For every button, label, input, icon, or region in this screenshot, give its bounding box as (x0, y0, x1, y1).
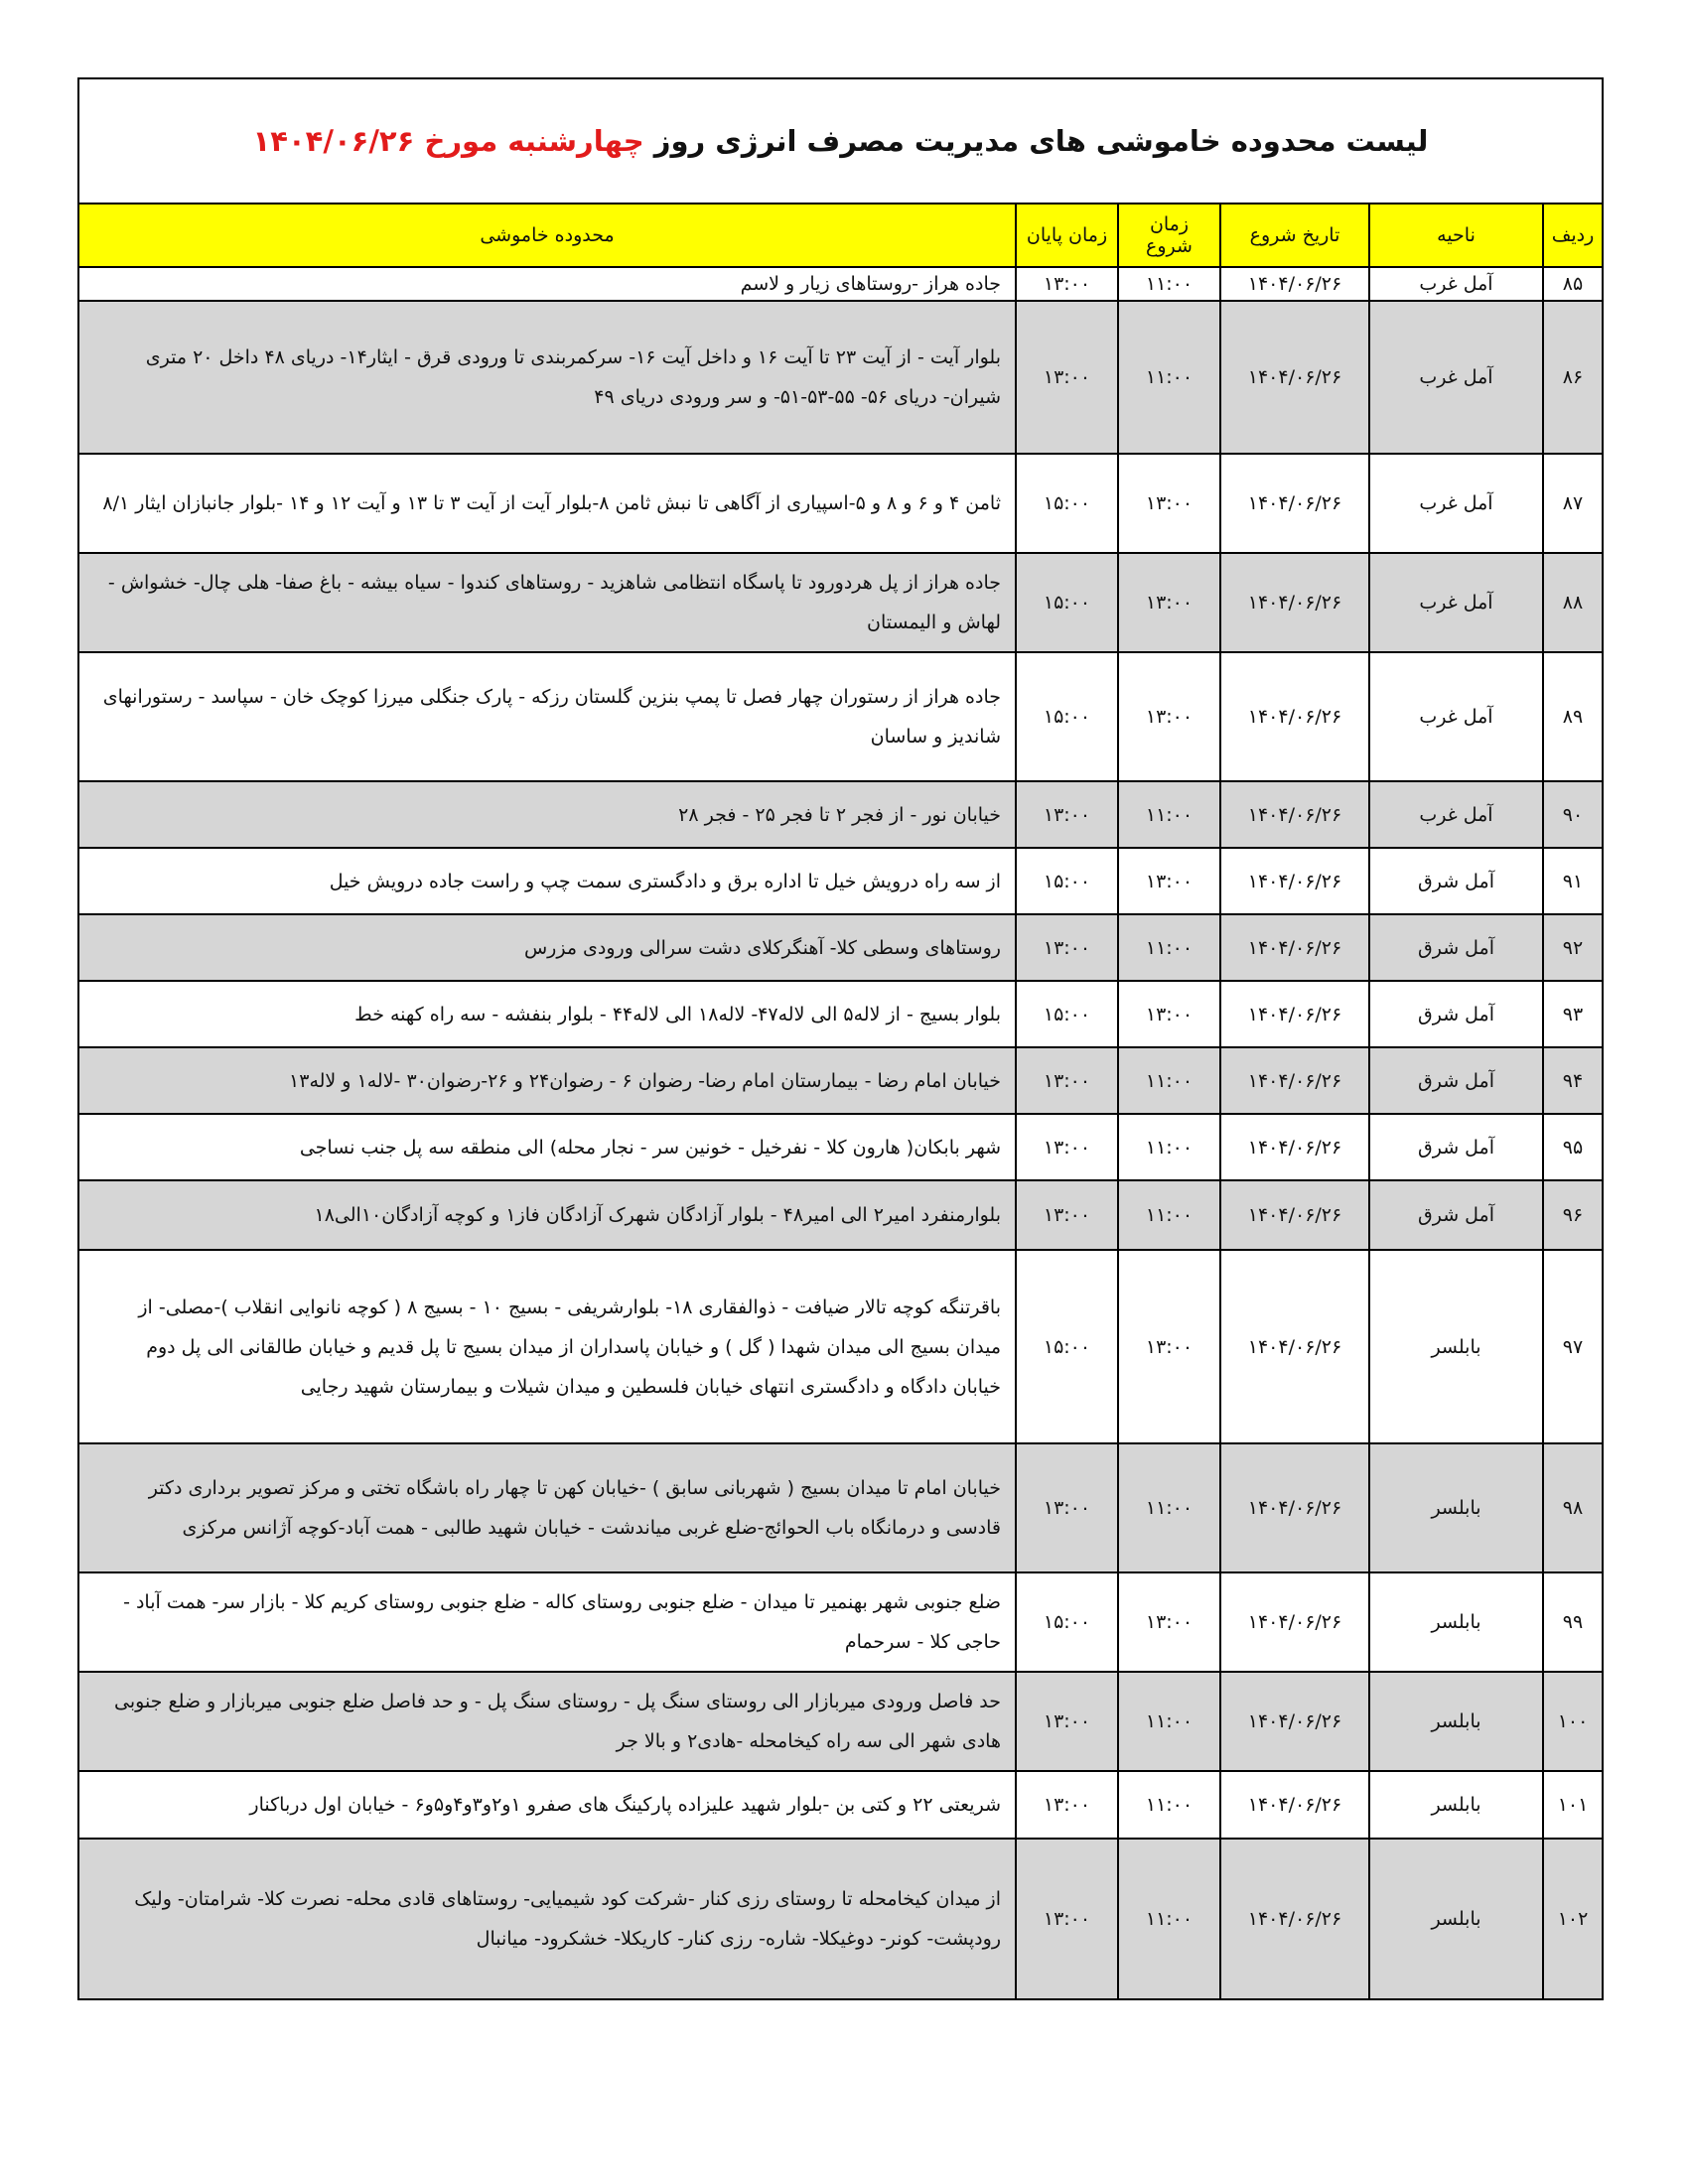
row-start: ۱۱:۰۰ (1118, 1839, 1220, 1999)
row-date: ۱۴۰۴/۰۶/۲۶ (1220, 301, 1369, 454)
row-area: از میدان کیخامحله تا روستای رزی کنار -شرکت کود شیمیایی- روستاهای قادی محله- نصرت کلا- شرامتان- ولیک رودپشت- کونر- دوغیکلا- شاره- رزی کنار- کاریکلا- خشکرود- میانبال (78, 1839, 1016, 1999)
row-end: ۱۳:۰۰ (1016, 1180, 1118, 1250)
outage-table (77, 203, 1604, 2000)
row-start: ۱۳:۰۰ (1118, 1250, 1220, 1443)
row-num: ۱۰۰ (1543, 1672, 1603, 1771)
table-row (78, 454, 1603, 553)
row-num: ۹۴ (1543, 1047, 1603, 1114)
row-date: ۱۴۰۴/۰۶/۲۶ (1220, 454, 1369, 553)
row-end: ۱۳:۰۰ (1016, 1771, 1118, 1839)
row-zone: آمل غرب (1369, 301, 1543, 454)
row-start: ۱۱:۰۰ (1118, 1672, 1220, 1771)
table-row (78, 301, 1603, 454)
row-zone: آمل غرب (1369, 553, 1543, 652)
row-area: بلوار بسیج - از لاله۵ الی لاله۴۷- لاله۱۸ الی لاله۴۴ - بلوار بنفشه - سه راه کهنه خط (78, 981, 1016, 1047)
row-end: ۱۳:۰۰ (1016, 301, 1118, 454)
row-date: ۱۴۰۴/۰۶/۲۶ (1220, 1572, 1369, 1672)
row-zone: آمل شرق (1369, 1047, 1543, 1114)
row-zone: آمل شرق (1369, 848, 1543, 914)
row-date: ۱۴۰۴/۰۶/۲۶ (1220, 848, 1369, 914)
row-zone: بابلسر (1369, 1572, 1543, 1672)
row-end: ۱۳:۰۰ (1016, 1047, 1118, 1114)
row-area: روستاهای وسطی کلا- آهنگرکلای دشت سرالی ورودی مزرس (78, 914, 1016, 981)
row-end: ۱۵:۰۰ (1016, 1250, 1118, 1443)
row-area: خیابان امام تا میدان بسیج ( شهربانی سابق ) -خیابان کهن تا چهار راه باشگاه تختی و مرکز تصویر برداری دکتر قادسی و درمانگاه باب الحوائج-ضلع غربی میاندشت - خیابان شهید طالبی - همت آباد-کوچه آژانس مرکزی (78, 1443, 1016, 1572)
table-row (78, 1572, 1603, 1672)
header-zone: ناحیه (1369, 204, 1543, 267)
row-start: ۱۳:۰۰ (1118, 454, 1220, 553)
row-zone: بابلسر (1369, 1672, 1543, 1771)
row-end: ۱۵:۰۰ (1016, 652, 1118, 781)
row-area: از سه راه درویش خیل تا اداره برق و دادگستری سمت چپ و راست جاده درویش خیل (78, 848, 1016, 914)
row-date: ۱۴۰۴/۰۶/۲۶ (1220, 1443, 1369, 1572)
row-date: ۱۴۰۴/۰۶/۲۶ (1220, 1180, 1369, 1250)
header-num: ردیف (1543, 204, 1603, 267)
row-end: ۱۳:۰۰ (1016, 914, 1118, 981)
row-area: خیابان امام رضا - بیمارستان امام رضا- رضوان ۶ - رضوان۲۴ و ۲۶-رضوان۳۰ -لاله۱ و لاله۱۳ (78, 1047, 1016, 1114)
row-num: ۹۹ (1543, 1572, 1603, 1672)
table-row (78, 914, 1603, 981)
row-num: ۱۰۲ (1543, 1839, 1603, 1999)
row-zone: آمل شرق (1369, 1114, 1543, 1180)
row-date: ۱۴۰۴/۰۶/۲۶ (1220, 652, 1369, 781)
row-num: ۹۷ (1543, 1250, 1603, 1443)
table-row (78, 1047, 1603, 1114)
row-num: ۹۶ (1543, 1180, 1603, 1250)
table-row (78, 553, 1603, 652)
header-date: تاریخ شروع (1220, 204, 1369, 267)
row-area: باقرتنگه کوچه تالار ضیافت - ذوالفقاری ۱۸- بلوارشریفی - بسیج ۱۰ - بسیج ۸ ( کوچه نانوایی انقلاب )-مصلی- از میدان بسیج الی میدان شهدا ( گل ) و خیابان پاسداران از میدان بسیج تا پل قدیم و خیابان طالقانی الی پل دوم خیابان دادگاه و دادگستری انتهای خیابان فلسطین و میدان شیلات و بیمارستان شهید رجایی (78, 1250, 1016, 1443)
row-start: ۱۱:۰۰ (1118, 301, 1220, 454)
row-zone: آمل غرب (1369, 267, 1543, 301)
row-end: ۱۵:۰۰ (1016, 553, 1118, 652)
header-area: محدوده خاموشی (78, 204, 1016, 267)
table-row (78, 1839, 1603, 1999)
row-area: جاده هراز -روستاهای زیار و لاسم (78, 267, 1016, 301)
row-area: بلوار آیت - از آیت ۲۳ تا آیت ۱۶ و داخل آیت ۱۶- سرکمربندی تا ورودی قرق - ایثار۱۴- دریای ۴۸ داخل ۲۰ متری شیران- دریای ۵۶- ۵۵-۵۳-۵۱- و سر ورودی دریای ۴۹ (78, 301, 1016, 454)
row-num: ۹۸ (1543, 1443, 1603, 1572)
row-area: جاده هراز از رستوران چهار فصل تا پمپ بنزین گلستان رزکه - پارک جنگلی میرزا کوچک خان - سپاسد - رستورانهای شاندیز و ساسان (78, 652, 1016, 781)
row-end: ۱۳:۰۰ (1016, 1672, 1118, 1771)
row-zone: بابلسر (1369, 1839, 1543, 1999)
table-row (78, 1180, 1603, 1250)
header-end: زمان پایان (1016, 204, 1118, 267)
row-end: ۱۵:۰۰ (1016, 454, 1118, 553)
row-end: ۱۳:۰۰ (1016, 267, 1118, 301)
table-header-row (78, 204, 1603, 267)
row-date: ۱۴۰۴/۰۶/۲۶ (1220, 267, 1369, 301)
row-zone: آمل شرق (1369, 981, 1543, 1047)
row-area: خیابان نور - از فجر ۲ تا فجر ۲۵ - فجر ۲۸ (78, 781, 1016, 848)
row-end: ۱۵:۰۰ (1016, 981, 1118, 1047)
row-start: ۱۱:۰۰ (1118, 781, 1220, 848)
row-start: ۱۳:۰۰ (1118, 848, 1220, 914)
title-prefix: لیست محدوده خاموشی های مدیریت مصرف انرژی روز (653, 124, 1429, 158)
title-date: چهارشنبه مورخ ۱۴۰۴/۰۶/۲۶ (252, 124, 644, 158)
row-start: ۱۱:۰۰ (1118, 267, 1220, 301)
row-zone: آمل شرق (1369, 1180, 1543, 1250)
outage-sheet (77, 77, 1604, 2000)
row-num: ۱۰۱ (1543, 1771, 1603, 1839)
row-date: ۱۴۰۴/۰۶/۲۶ (1220, 1771, 1369, 1839)
header-start: زمان شروع (1118, 204, 1220, 267)
row-num: ۹۳ (1543, 981, 1603, 1047)
table-row (78, 1114, 1603, 1180)
table-row (78, 848, 1603, 914)
row-num: ۸۷ (1543, 454, 1603, 553)
row-area: حد فاصل ورودی میربازار الی روستای سنگ پل - روستای سنگ پل - و حد فاصل ضلع جنوبی میربازار و ضلع جنوبی هادی شهر الی سه راه کیخامحله -هادی۲ و بالا جر (78, 1672, 1016, 1771)
row-date: ۱۴۰۴/۰۶/۲۶ (1220, 781, 1369, 848)
row-start: ۱۱:۰۰ (1118, 1443, 1220, 1572)
row-end: ۱۵:۰۰ (1016, 848, 1118, 914)
row-num: ۸۹ (1543, 652, 1603, 781)
row-num: ۹۲ (1543, 914, 1603, 981)
table-row (78, 1672, 1603, 1771)
row-zone: بابلسر (1369, 1771, 1543, 1839)
row-area: ثامن ۴ و ۶ و ۸ و ۵-اسپیاری از آگاهی تا نبش ثامن ۸-بلوار آیت از آیت ۳ تا ۱۳ و آیت ۱۲ و ۱۴ -بلوار جانبازان ایثار ۸/۱ (78, 454, 1016, 553)
row-start: ۱۱:۰۰ (1118, 1180, 1220, 1250)
row-num: ۹۵ (1543, 1114, 1603, 1180)
row-start: ۱۳:۰۰ (1118, 652, 1220, 781)
row-area: شهر بابکان( هارون کلا - نفرخیل - خونین سر - نجار محله) الی منطقه سه پل جنب نساجی (78, 1114, 1016, 1180)
row-date: ۱۴۰۴/۰۶/۲۶ (1220, 981, 1369, 1047)
row-start: ۱۳:۰۰ (1118, 981, 1220, 1047)
page-title (253, 124, 1429, 158)
table-row (78, 781, 1603, 848)
table-row (78, 652, 1603, 781)
row-num: ۸۵ (1543, 267, 1603, 301)
row-zone: بابلسر (1369, 1443, 1543, 1572)
row-zone: آمل غرب (1369, 454, 1543, 553)
row-zone: آمل غرب (1369, 781, 1543, 848)
row-area: بلوارمنفرد امیر۲ الی امیر۴۸ - بلوار آزادگان شهرک آزادگان فاز۱ و کوچه آزادگان۱۰الی۱۸ (78, 1180, 1016, 1250)
row-zone: بابلسر (1369, 1250, 1543, 1443)
row-end: ۱۳:۰۰ (1016, 1114, 1118, 1180)
row-start: ۱۱:۰۰ (1118, 914, 1220, 981)
row-end: ۱۳:۰۰ (1016, 1443, 1118, 1572)
row-num: ۸۶ (1543, 301, 1603, 454)
row-num: ۹۱ (1543, 848, 1603, 914)
table-row (78, 981, 1603, 1047)
row-date: ۱۴۰۴/۰۶/۲۶ (1220, 1047, 1369, 1114)
row-zone: آمل غرب (1369, 652, 1543, 781)
row-date: ۱۴۰۴/۰۶/۲۶ (1220, 1672, 1369, 1771)
row-date: ۱۴۰۴/۰۶/۲۶ (1220, 1839, 1369, 1999)
row-start: ۱۱:۰۰ (1118, 1771, 1220, 1839)
row-start: ۱۱:۰۰ (1118, 1047, 1220, 1114)
table-row (78, 267, 1603, 301)
table-row (78, 1443, 1603, 1572)
row-date: ۱۴۰۴/۰۶/۲۶ (1220, 1114, 1369, 1180)
row-date: ۱۴۰۴/۰۶/۲۶ (1220, 1250, 1369, 1443)
row-start: ۱۳:۰۰ (1118, 553, 1220, 652)
row-start: ۱۱:۰۰ (1118, 1114, 1220, 1180)
row-end: ۱۳:۰۰ (1016, 1839, 1118, 1999)
row-area: ضلع جنوبی شهر بهنمیر تا میدان - ضلع جنوبی روستای کاله - ضلع جنوبی روستای کریم کلا - بازار سر- همت آباد - حاجی کلا - سرحمام (78, 1572, 1016, 1672)
row-date: ۱۴۰۴/۰۶/۲۶ (1220, 914, 1369, 981)
row-num: ۸۸ (1543, 553, 1603, 652)
row-date: ۱۴۰۴/۰۶/۲۶ (1220, 553, 1369, 652)
row-end: ۱۳:۰۰ (1016, 781, 1118, 848)
row-zone: آمل شرق (1369, 914, 1543, 981)
row-area: شریعتی ۲۲ و کتی بن -بلوار شهید علیزاده پارکینگ های صفرو ۱و۲و۳و۴و۵و۶ - خیابان اول درباکنار (78, 1771, 1016, 1839)
title-box (77, 77, 1604, 203)
table-row (78, 1250, 1603, 1443)
row-area: جاده هراز از پل هردورود تا پاسگاه انتظامی شاهزید - روستاهای کندوا - سیاه بیشه - باغ صفا- هلی چال- خشواش - لهاش و الیمستان (78, 553, 1016, 652)
row-num: ۹۰ (1543, 781, 1603, 848)
row-end: ۱۵:۰۰ (1016, 1572, 1118, 1672)
row-start: ۱۳:۰۰ (1118, 1572, 1220, 1672)
table-row (78, 1771, 1603, 1839)
